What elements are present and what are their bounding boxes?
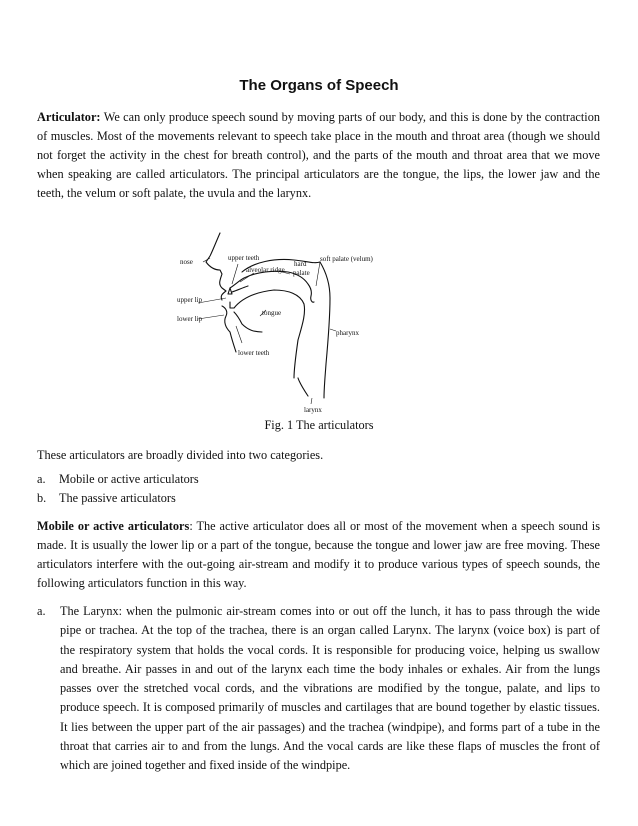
label-upper-lip: upper lip bbox=[177, 296, 203, 304]
label-larynx: larynx bbox=[304, 406, 322, 414]
articulators-figure bbox=[170, 228, 400, 418]
list-item bbox=[37, 470, 600, 489]
mobile-articulators-lead: Mobile or active articulators bbox=[37, 519, 190, 533]
articulator-paragraph bbox=[37, 108, 600, 203]
list-marker: b. bbox=[37, 491, 47, 505]
mobile-articulators-paragraph bbox=[37, 517, 600, 593]
label-pharynx: pharynx bbox=[336, 329, 359, 337]
label-lower-teeth: lower teeth bbox=[238, 349, 270, 357]
vocal-tract-diagram bbox=[170, 228, 400, 418]
label-tongue: tongue bbox=[262, 309, 282, 317]
label-nose: nose bbox=[180, 258, 193, 266]
list-item bbox=[37, 489, 600, 508]
label-alveolar-ridge: alveolar ridge bbox=[246, 266, 285, 274]
label-hard-palate-line-2: palate bbox=[293, 269, 310, 277]
page-title: The Organs of Speech bbox=[239, 77, 399, 94]
list-marker: a. bbox=[37, 472, 46, 486]
larynx-text: The Larynx: when the pulmonic air-stream comes into or out off the lunch, it has to pass through the wide pipe or trachea. At the top of the trachea, there is an organ called Larynx. The larynx (voice box) is part of the respiratory system that holds the vocal cords. It is responsible for producing voice, helping us swallow and breathe. Air passes in and out of the larynx each time the body inhales or exhales. Air from the lungs passes over the stretched vocal cords, and the vibrations are modified by the tongue, palate, and lips to produce speech. It is composed primarily of muscles and cartilages that are bound together by elastic tissues. It lies between the upper part of the air passages) and the trachea (windpipe), and forms part of a tube in the throat that carries air to and from the lungs. And the vocal cards are like these flaps of muscles the front of which are joined together and fixed inside of the windpipe. bbox=[60, 604, 600, 773]
figure-caption: Fig. 1 The articulators bbox=[264, 418, 374, 432]
mobile-articulators-text: : The active articulator does all or most of the movement when a speech sound is made. It is usually the lower lip or a part of the tongue, because the tongue and lower jaw are free moving. These articulators interfere with the out-going air-stream and modify it to produce various types of speech sounds, the following articulators function in this way. bbox=[37, 519, 600, 590]
larynx-list-item bbox=[37, 602, 600, 776]
categories-intro: These articulators are broadly divided into two categories. bbox=[37, 448, 324, 462]
categories-list bbox=[37, 470, 600, 508]
label-soft-palate: soft palate (velum) bbox=[320, 255, 373, 263]
label-hard-palate-line-1: hard bbox=[294, 260, 307, 268]
label-upper-teeth: upper teeth bbox=[228, 254, 260, 262]
list-item-label: The passive articulators bbox=[59, 491, 176, 505]
articulator-text: We can only produce speech sound by moving parts of our body, and this is done by the contraction of muscles. Most of the movements relevant to speech take place in the mouth and throat area (though we should not forget the activity in the chest for breath control), and the parts of the mouth and throat area that we move when speaking are called articulators. The principal articulators are the tongue, the lips, the lower jaw and the teeth, the velum or soft palate, the uvula and the larynx. bbox=[37, 110, 600, 200]
list-marker: a. bbox=[37, 604, 46, 618]
label-lower-lip: lower lip bbox=[177, 315, 203, 323]
articulator-lead: Articulator: bbox=[37, 110, 101, 124]
list-item-label: Mobile or active articulators bbox=[59, 472, 199, 486]
